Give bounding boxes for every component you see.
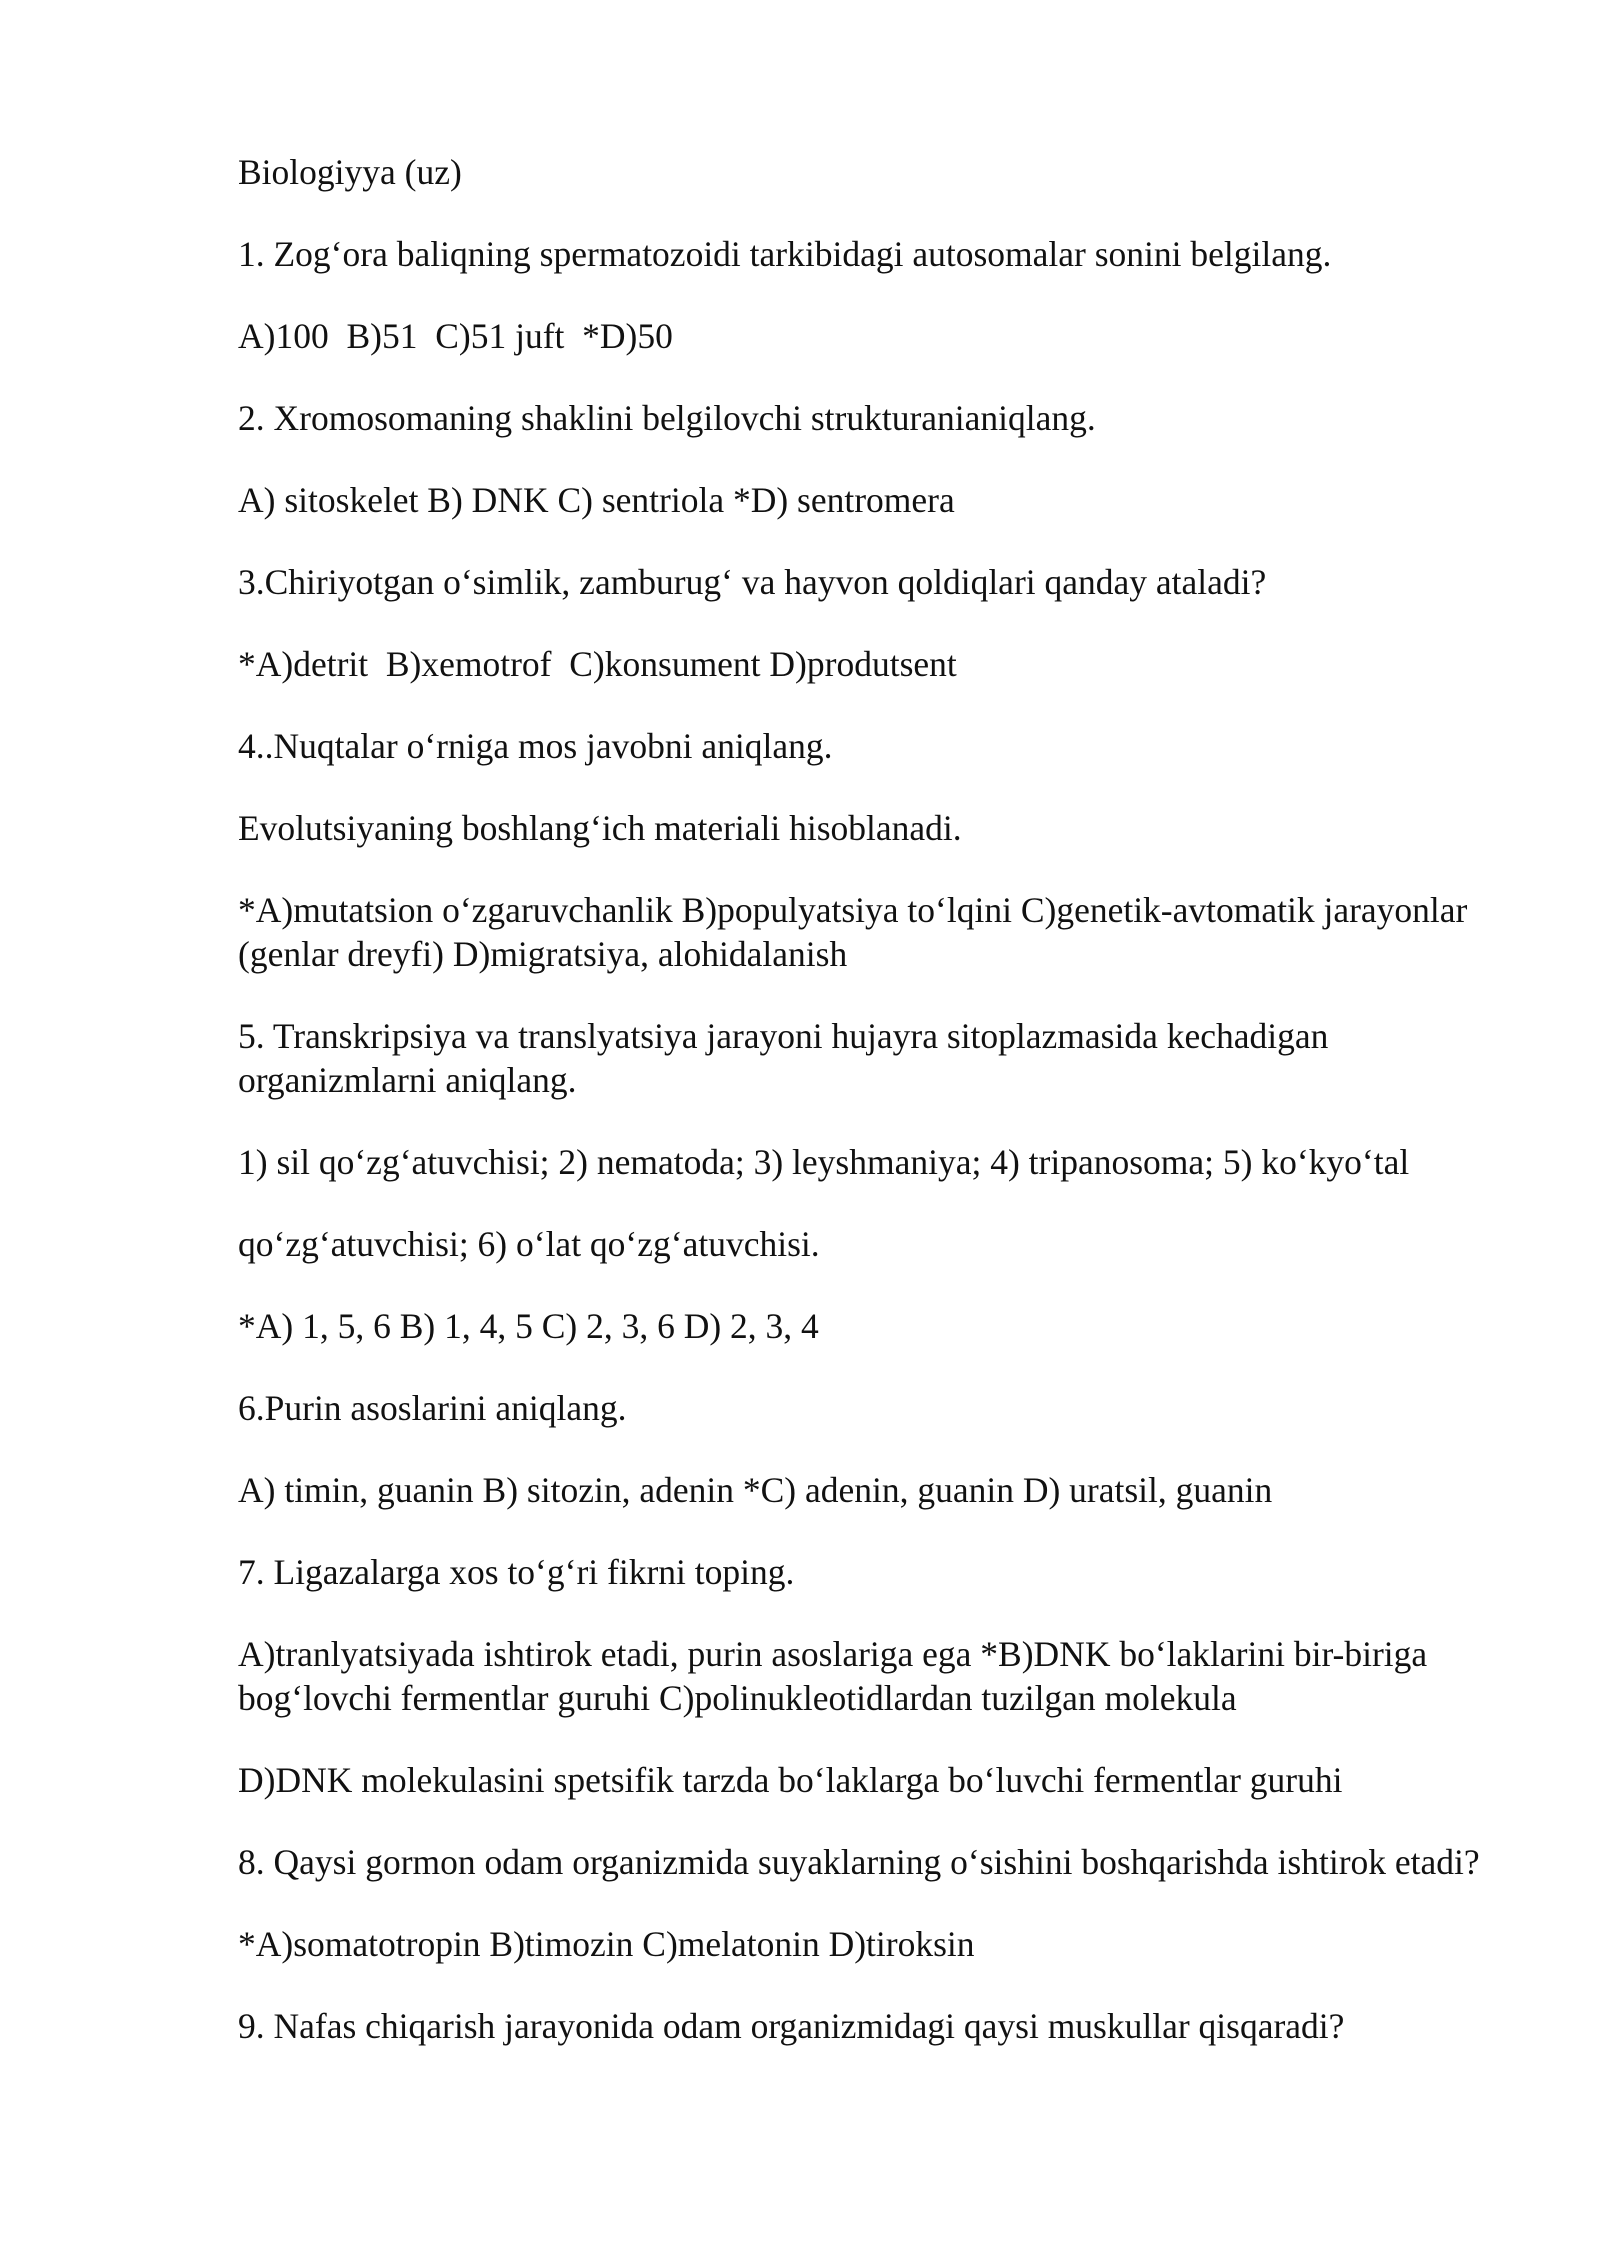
answers-4: *A)mutatsion o‘zgaruvchanlik B)populyatsiya to‘lqini C)genetik-avtomatik jarayonlar (genlar dreyfi) D)migratsiya, alohidalanish	[238, 890, 1477, 974]
question-9: 9. Nafas chiqarish jarayonida odam organizmidagi qaysi muskullar qisqaradi?	[238, 2006, 1345, 2046]
answers-5: *A) 1, 5, 6 B) 1, 4, 5 C) 2, 3, 6 D) 2, 3, 4	[238, 1306, 819, 1346]
answers-1: A)100 B)51 C)51 juft *D)50	[238, 316, 673, 356]
answers-8: *A)somatotropin B)timozin C)melatonin D)tiroksin	[238, 1924, 975, 1964]
question-7: 7. Ligazalarga xos to‘g‘ri fikrni toping.	[238, 1552, 795, 1592]
answers-7-part-2: D)DNK molekulasini spetsifik tarzda bo‘laklarga bo‘luvchi fermentlar guruhi	[238, 1760, 1343, 1800]
question-1: 1. Zog‘ora baliqning spermatozoidi tarkibidagi autosomalar sonini belgilang.	[238, 234, 1332, 274]
question-5-options-line-2: qo‘zg‘atuvchisi; 6) o‘lat qo‘zg‘atuvchisi.	[238, 1224, 820, 1264]
question-5: 5. Transkripsiya va translyatsiya jarayoni hujayra sitoplazmasida kechadigan organizmlarni aniqlang.	[238, 1016, 1338, 1100]
question-2: 2. Xromosomaning shaklini belgilovchi strukturanianiqlang.	[238, 398, 1096, 438]
answers-3: *A)detrit B)xemotrof C)konsument D)produtsent	[238, 644, 957, 684]
answers-6: A) timin, guanin B) sitozin, adenin *C) adenin, guanin D) uratsil, guanin	[238, 1470, 1273, 1510]
question-5-options-line-1: 1) sil qo‘zg‘atuvchisi; 2) nematoda; 3) leyshmaniya; 4) tripanosoma; 5) ko‘kyo‘tal	[238, 1142, 1410, 1182]
question-3: 3.Chiriyotgan o‘simlik, zamburug‘ va hayvon qoldiqlari qanday ataladi?	[238, 562, 1267, 602]
question-4-statement: Evolutsiyaning boshlang‘ich materiali hisoblanadi.	[238, 808, 962, 848]
document-title: Biologiyya (uz)	[238, 152, 462, 192]
answers-2: A) sitoskelet B) DNK C) sentriola *D) sentromera	[238, 480, 955, 520]
question-8: 8. Qaysi gormon odam organizmida suyaklarning o‘sishini boshqarishda ishtirok etadi?	[238, 1842, 1480, 1882]
document-body	[238, 150, 1508, 2086]
question-4: 4..Nuqtalar o‘rniga mos javobni aniqlang.	[238, 726, 833, 766]
question-6: 6.Purin asoslarini aniqlang.	[238, 1388, 627, 1428]
answers-7-part-1: A)tranlyatsiyada ishtirok etadi, purin asoslariga ega *B)DNK bo‘laklarini bir-biriga bog‘lovchi fermentlar guruhi C)polinukleotidlardan tuzilgan molekula	[238, 1634, 1437, 1718]
